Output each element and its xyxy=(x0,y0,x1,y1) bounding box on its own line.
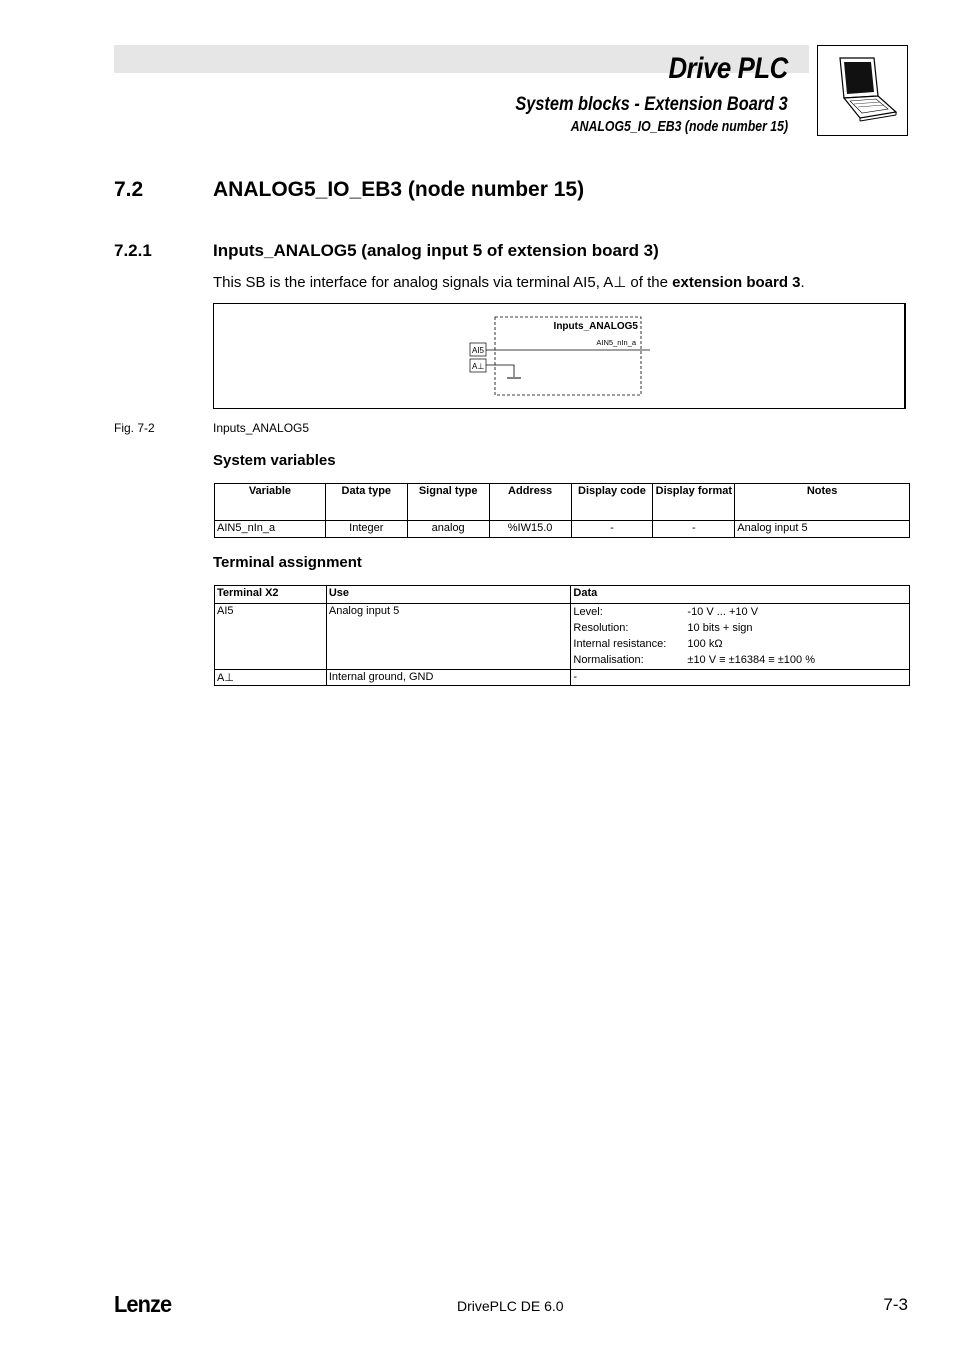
subsection-title: Inputs_ANALOG5 (analog input 5 of extension board 3) xyxy=(213,241,659,260)
intro-bold: extension board 3 xyxy=(672,274,801,291)
page-number: 7-3 xyxy=(883,1295,908,1314)
subsection-number: 7.2.1 xyxy=(114,241,152,260)
data-value: ±10 V ≡ ±16384 ≡ ±100 % xyxy=(687,654,815,666)
data-key: Normalisation: xyxy=(573,654,644,666)
laptop-icon xyxy=(817,45,908,136)
data-key: Resolution: xyxy=(573,622,629,634)
header-data-type: Data type xyxy=(325,484,407,521)
header-notes: Notes xyxy=(735,484,910,521)
header-terminal: Terminal X2 xyxy=(215,586,327,604)
cell-data: - xyxy=(571,670,910,686)
figure-number: Fig. 7-2 xyxy=(114,421,155,435)
lenze-logo: Lenze xyxy=(114,1291,172,1317)
system-variables-label: System variables xyxy=(213,452,336,469)
header-address: Address xyxy=(489,484,571,521)
table-header-row xyxy=(215,586,910,604)
header-variable: Variable xyxy=(215,484,326,521)
header-data: Data xyxy=(571,586,910,604)
cell-variable: AIN5_nIn_a xyxy=(215,521,326,538)
data-key: Level: xyxy=(573,606,603,618)
table-row xyxy=(215,521,910,538)
intro-paragraph xyxy=(213,273,805,291)
ground-line xyxy=(486,365,514,377)
block-title: Inputs_ANALOG5 xyxy=(553,321,638,332)
subsection-reference: ANALOG5_IO_EB3 (node number 15) xyxy=(570,118,788,135)
cell-display-code: - xyxy=(571,521,653,538)
intro-text: This SB is the interface for analog signals via terminal AI5, A⊥ of the xyxy=(213,274,673,291)
chapter-title: System blocks - Extension Board 3 xyxy=(515,94,788,115)
terminal-ground-label: A⊥ xyxy=(472,362,485,371)
header-display-code: Display code xyxy=(571,484,653,521)
table-header-row xyxy=(215,484,910,521)
terminal-assignment-table xyxy=(214,585,910,686)
cell-display-format: - xyxy=(653,521,735,538)
data-key: Internal resistance: xyxy=(573,638,667,650)
data-value: -10 V ... +10 V xyxy=(687,606,759,618)
intro-end: . xyxy=(800,274,805,291)
brand-title: Drive PLC xyxy=(668,52,788,85)
output-signal-label: AIN5_nIn_a xyxy=(596,338,636,347)
cell-use: Internal ground, GND xyxy=(326,670,571,686)
cell-address: %IW15.0 xyxy=(489,521,571,538)
document-id: DrivePLC DE 6.0 xyxy=(457,1298,564,1314)
function-block-diagram xyxy=(213,303,906,409)
header-display-format: Display format xyxy=(653,484,735,521)
header-use: Use xyxy=(326,586,571,604)
cell-notes: Analog input 5 xyxy=(735,521,910,538)
section-title: ANALOG5_IO_EB3 (node number 15) xyxy=(213,178,585,201)
cell-data xyxy=(571,604,910,670)
data-value: 10 bits + sign xyxy=(687,622,753,634)
data-value: 100 kΩ xyxy=(687,638,723,650)
terminal-assignment-label: Terminal assignment xyxy=(213,554,362,571)
header-signal-type: Signal type xyxy=(407,484,489,521)
figure-caption: Inputs_ANALOG5 xyxy=(213,421,310,435)
cell-use: Analog input 5 xyxy=(326,604,571,670)
cell-terminal: A⊥ xyxy=(215,670,327,686)
section-number: 7.2 xyxy=(114,178,144,201)
cell-terminal: AI5 xyxy=(215,604,327,670)
terminal-ai5-label: AI5 xyxy=(472,346,485,355)
system-variables-table xyxy=(214,483,910,538)
table-row xyxy=(215,604,910,670)
cell-data-type: Integer xyxy=(325,521,407,538)
cell-signal-type: analog xyxy=(407,521,489,538)
table-row xyxy=(215,670,910,686)
